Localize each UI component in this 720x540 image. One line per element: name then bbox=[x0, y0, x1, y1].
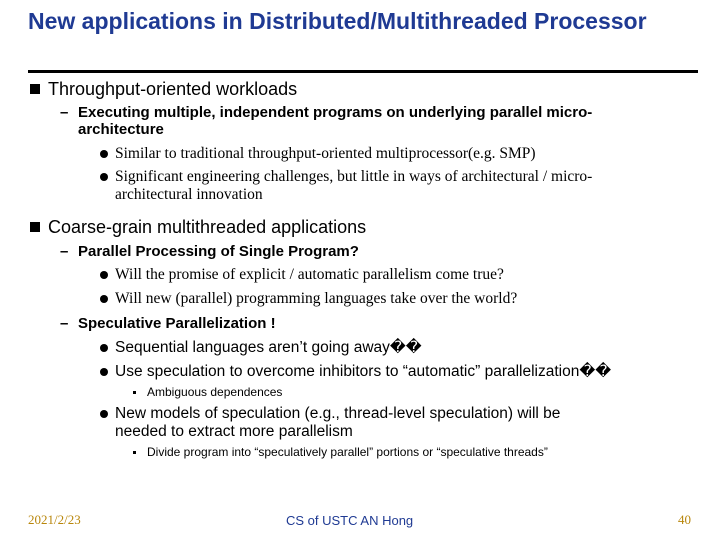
square-bullet-icon bbox=[30, 222, 40, 232]
title-underline bbox=[28, 70, 698, 73]
slide-title: New applications in Distributed/Multithreaded Processor bbox=[28, 8, 647, 34]
page-number: 40 bbox=[678, 512, 691, 527]
small-square-bullet-icon bbox=[133, 391, 136, 394]
round-bullet-icon bbox=[100, 150, 108, 158]
dash-bullet-icon: – bbox=[60, 243, 69, 260]
square-bullet-icon bbox=[30, 84, 40, 94]
dash-bullet-icon: – bbox=[60, 315, 69, 332]
footer-date: 2021/2/23 bbox=[28, 512, 81, 527]
round-bullet-icon bbox=[100, 271, 108, 279]
round-bullet-icon bbox=[100, 173, 108, 181]
dash-bullet-icon: – bbox=[60, 104, 69, 121]
small-square-bullet-icon bbox=[133, 451, 136, 454]
footer-course-label: CS of USTC AN Hong bbox=[286, 513, 414, 528]
round-bullet-icon bbox=[100, 344, 108, 352]
round-bullet-icon bbox=[100, 368, 108, 376]
round-bullet-icon bbox=[100, 295, 108, 303]
round-bullet-icon bbox=[100, 410, 108, 418]
